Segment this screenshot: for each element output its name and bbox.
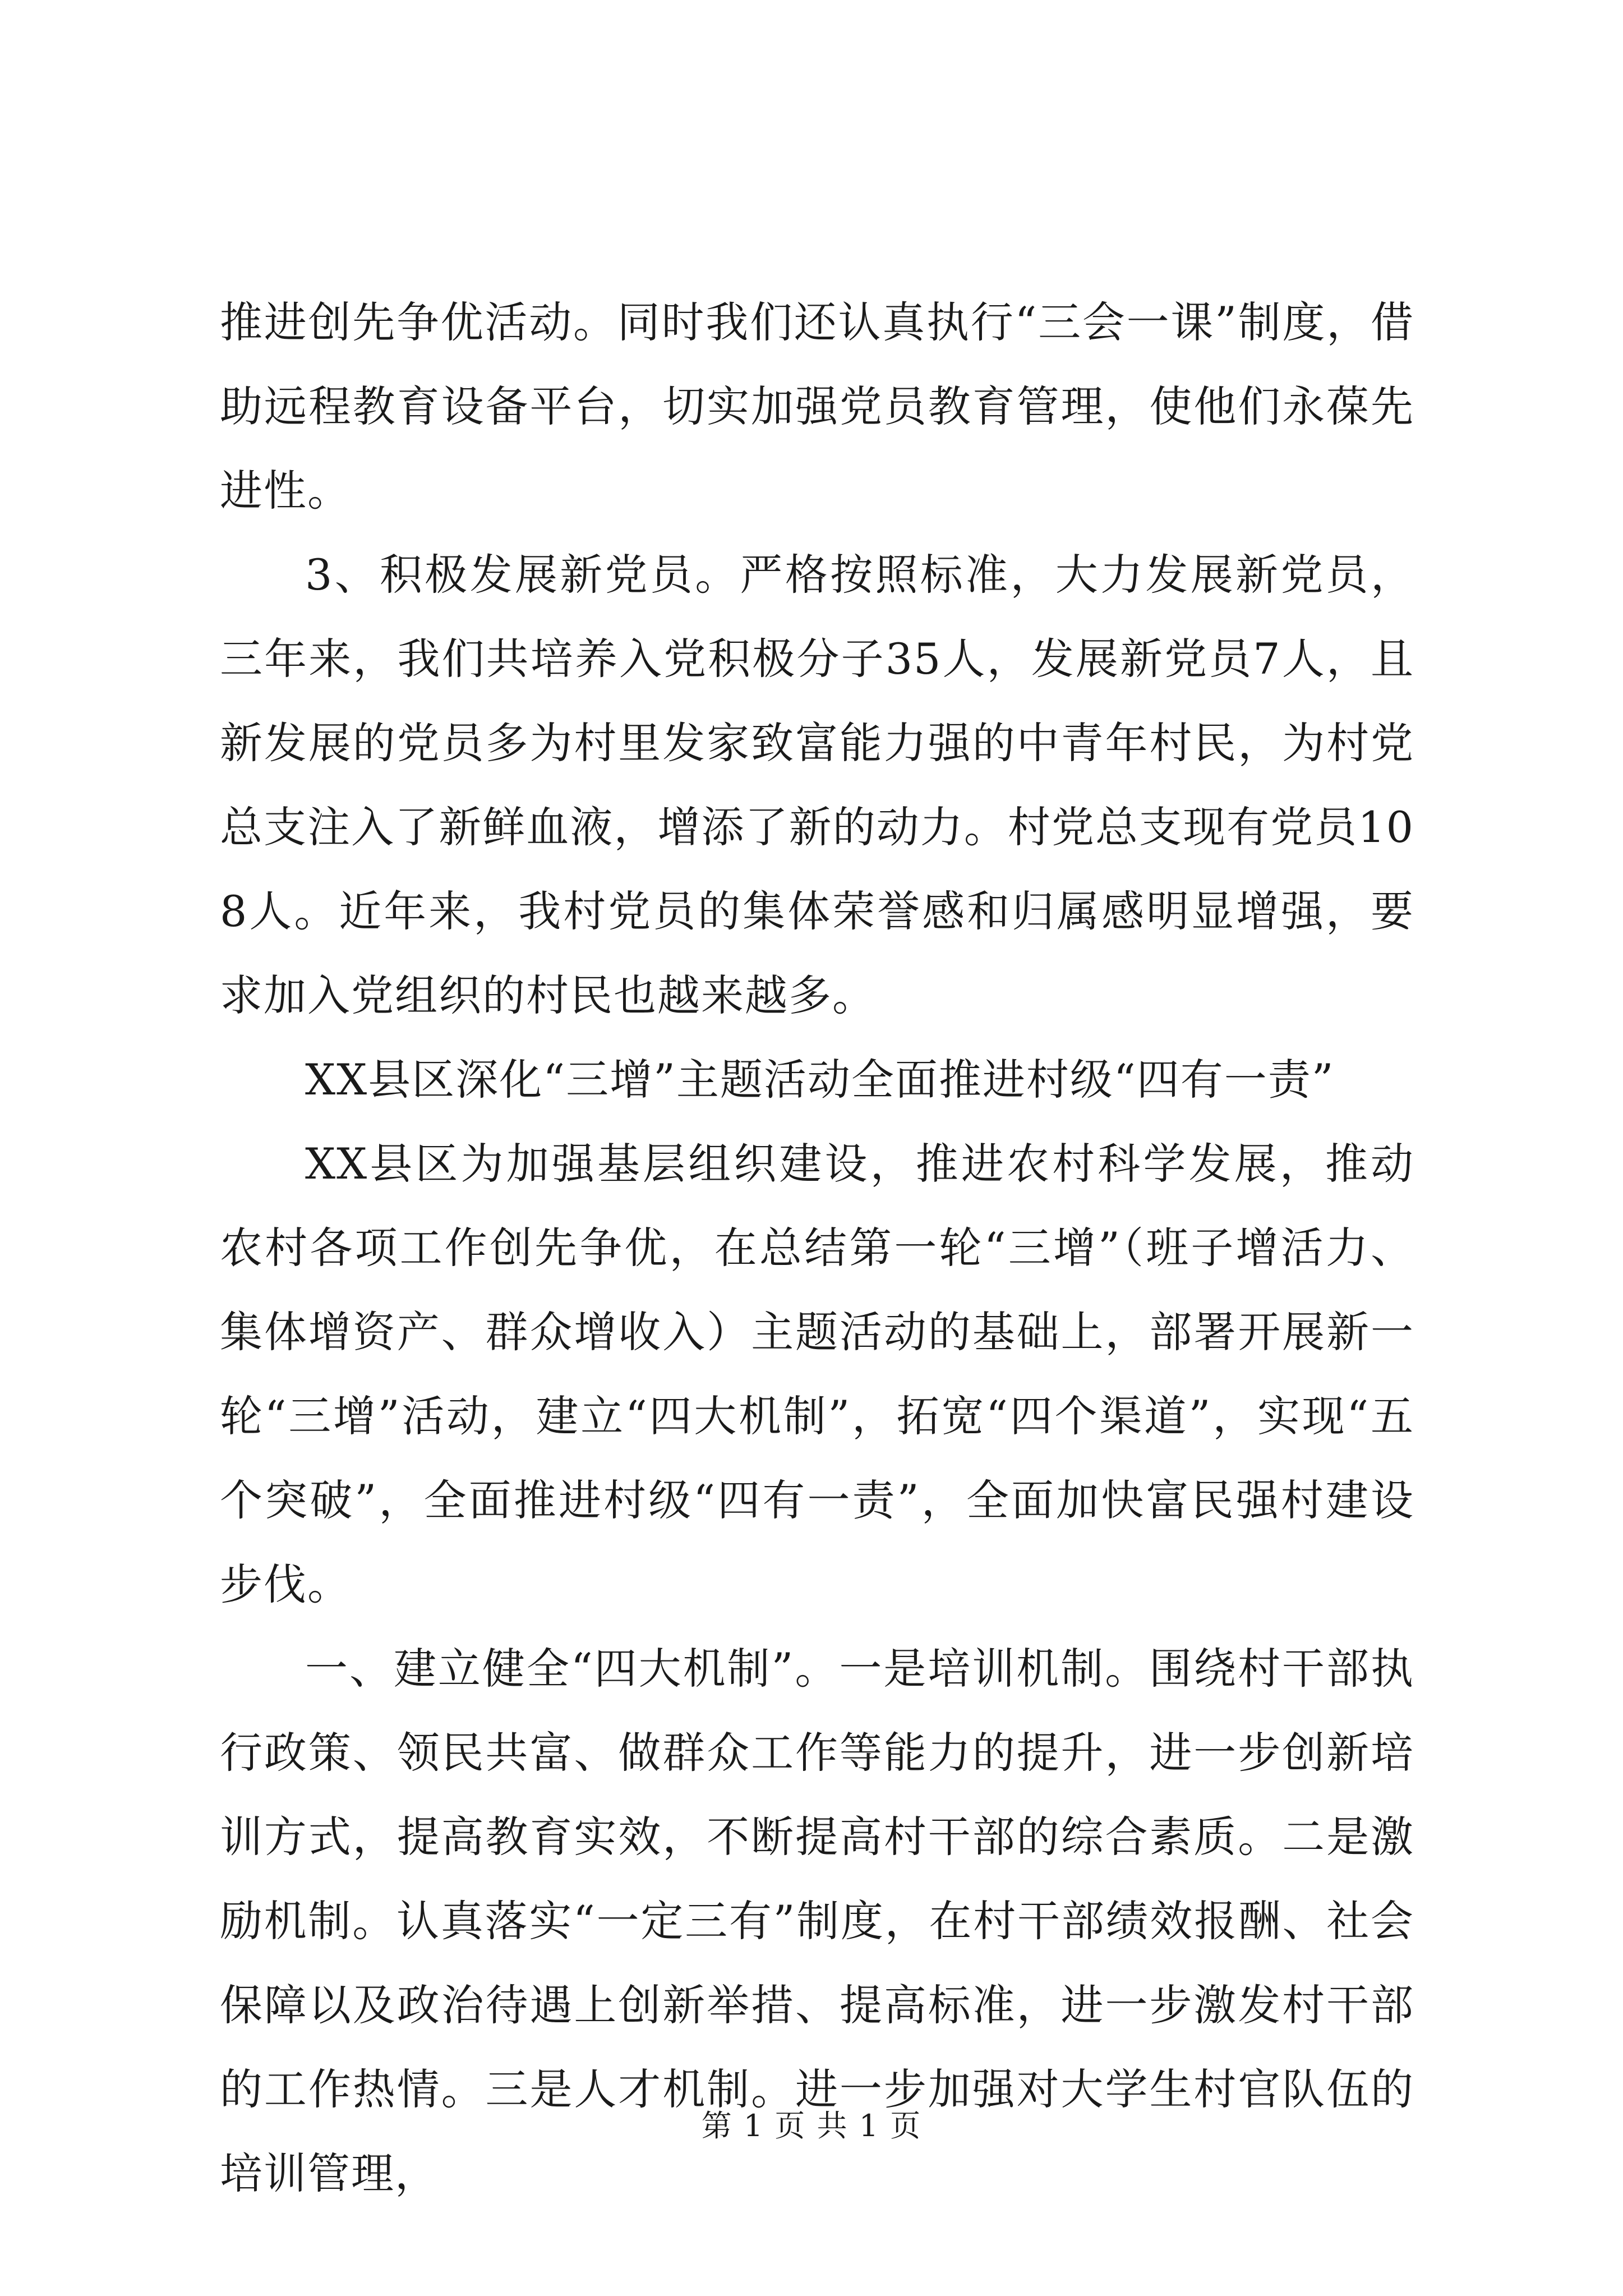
paragraph-intro: XX县区为加强基层组织建设，推进农村科学发展，推动农村各项工作创先争优，在总结第一轮“三增”（班子增活力、集体增资产、群众增收入）主题活动的基础上，部署开展新一轮“三增”活动，建立“四大机制”，拓宽“四个渠道”，实现“五个突破”，全面推进村级“四有一责”，全面加快富民强村建设步伐。 — [220, 1139, 1414, 1609]
paragraph-four-mechanisms: 一、建立健全“四大机制”。一是培训机制。围绕村干部执行政策、领民共富、做群众工作等能力的提升，进一步创新培训方式，提高教育实效，不断提高村干部的综合素质。二是激励机制。认真落实“一定三有”制度，在村干部绩效报酬、社会保障以及政治待遇上创新举措、提高标准，进一步激发村干部的工作热情。三是人才机制。进一步加强对大学生村官队伍的培训管理， — [220, 1644, 1414, 2198]
section-heading: XX县区深化“三增”主题活动全面推进村级“四有一责” — [305, 1055, 1335, 1105]
paragraph-continuation: 推进创先争优活动。同时我们还认真执行“三会一课”制度，借助远程教育设备平台，切实加强党员教育管理，使他们永葆先进性。 — [220, 297, 1414, 516]
page-footer: 第 1 页 共 1 页 — [701, 2108, 922, 2143]
paragraph-new-members: 3、积极发展新党员。严格按照标准，大力发展新党员，三年来，我们共培养入党积极分子35人，发展新党员7人，且新发展的党员多为村里发家致富能力强的中青年村民，为村党总支注入了新鲜血液，增添了新的动力。村党总支现有党员108人。近年来，我村党员的集体荣誉感和归属感明显增强，要求加入党组织的村民也越来越多。 — [220, 550, 1414, 1020]
document-body — [220, 280, 1414, 2216]
